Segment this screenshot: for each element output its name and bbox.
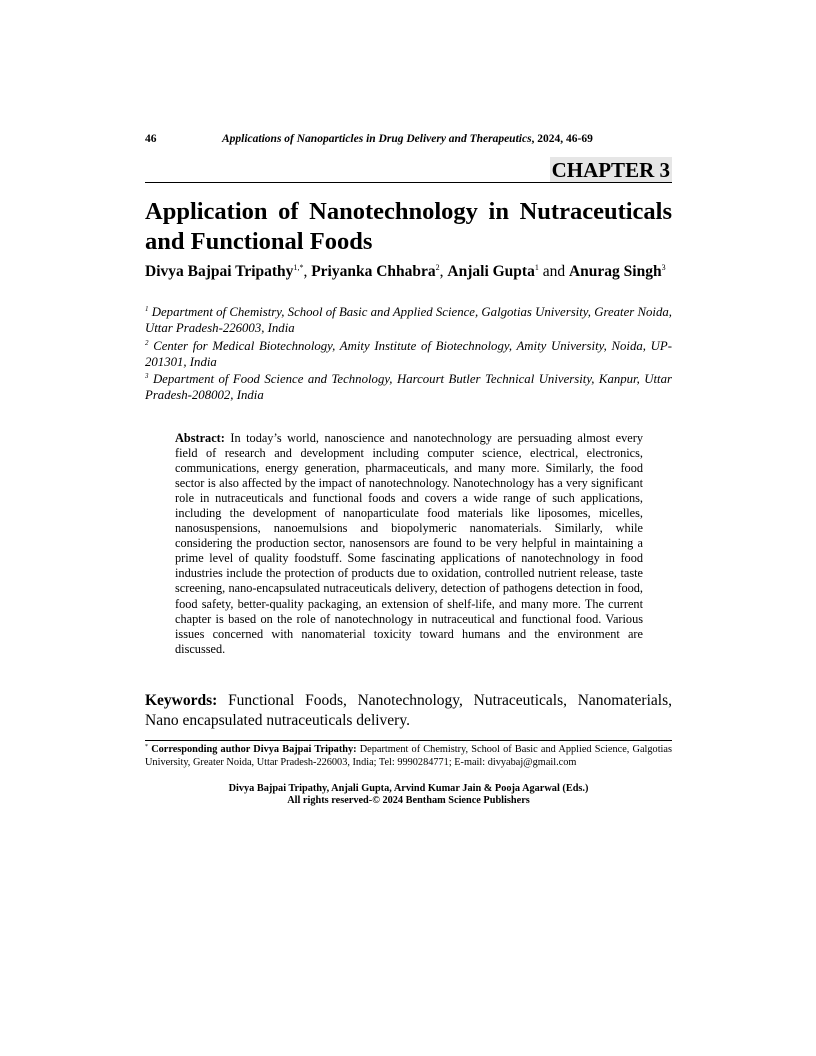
affiliation-mark: 3 — [145, 372, 149, 380]
affiliation-mark: 2 — [145, 339, 149, 347]
title-line-2: and Functional Foods — [145, 228, 373, 255]
abstract-label: Abstract: — [175, 431, 225, 445]
affiliation — [145, 371, 672, 403]
affiliation — [145, 338, 672, 370]
publisher-notice — [145, 783, 672, 807]
footnote-divider — [145, 740, 672, 741]
abstract — [175, 431, 643, 657]
author-affiliation-mark: 3 — [661, 263, 666, 272]
author-name: Divya Bajpai Tripathy — [145, 263, 294, 280]
author-affiliation-mark: 2 — [435, 263, 440, 272]
author-list: Divya Bajpai Tripathy$^{1,*}$, Priyanka Chhabra$^2$, Anjali Gupta$^1$ and Anurag Singh$^3$ — [145, 263, 666, 280]
header-divider — [145, 182, 672, 183]
editors-line: Divya Bajpai Tripathy, Anjali Gupta, Arvind Kumar Jain & Pooja Agarwal (Eds.) — [228, 783, 589, 794]
footnote-label: Corresponding author Divya Bajpai Tripathy: — [151, 744, 357, 755]
author-name: Priyanka Chhabra — [311, 263, 436, 280]
journal-citation — [222, 133, 593, 145]
corresponding-author-footnote — [145, 743, 672, 769]
chapter-title — [145, 197, 672, 257]
footnote-text: Department of Chemistry, School of Basic and Applied Science, Galgotias University, Greater Noida, Uttar Pradesh-226003, India; Tel: 9990284771; E-mail: divyabaj@gmail.com — [145, 744, 672, 768]
author-affiliation-mark: 1,* — [293, 263, 304, 272]
author-affiliation-mark: 1 — [534, 263, 539, 272]
affiliation — [145, 304, 672, 336]
journal-year-pages: , 2024, 46-69 — [531, 133, 593, 145]
keywords-text: Functional Foods, Nanotechnology, Nutraceuticals, Nanomaterials, Nano encapsulated nutraceuticals delivery. — [145, 692, 672, 729]
affiliation-text: Department of Food Science and Technology, Harcourt Butler Technical University, Kanpur, Uttar Pradesh-208002, India — [145, 372, 672, 402]
abstract-text: In today’s world, nanoscience and nanotechnology are persuading almost every field of research and development including computer science, electrical, electronics, communications, energy generation, pharmaceuticals, and many more. Similarly, the food sector is also affected by the impact of nanotechnology. Nanotechnology has a very significant role in nutraceuticals and functional foods and covers a wide range of such applications, including the development of nanoparticulate food materials like liposomes, micelles, nanosuspensions, nanoemulsions and biopolymeric nanomaterials. Similarly, while considering the production sector, nanosensors are found to be very helpful in maintaining a prime level of quality foodstuff. Some fascinating applications of nanotechnology in food industries include the protection of products due to oxidation, controlled nutrient release, taste screening, nano-encapsulated nutraceuticals delivery, detection of pathogens detection in food, food safety, better-quality packaging, an extension of shelf-life, and many more. The current chapter is based on the role of nanotechnology in nutraceutical and functional food. Various issues concerned with nanomaterial toxicity toward humans and the environment are discussed. — [175, 431, 643, 656]
affiliation-mark: 1 — [145, 305, 149, 313]
author-name: Anurag Singh — [568, 263, 662, 280]
footnote-mark: * — [145, 744, 148, 750]
journal-title: Applications of Nanoparticles in Drug Delivery and Therapeutics — [222, 133, 532, 145]
rights-line: All rights reserved-© 2024 Bentham Science Publishers — [287, 795, 530, 806]
keywords — [145, 691, 672, 731]
affiliation-text: Center for Medical Biotechnology, Amity Institute of Biotechnology, Amity University, Noida, UP-201301, India — [145, 339, 672, 369]
title-line-1: Application of Nanotechnology in Nutraceuticals — [145, 198, 672, 225]
author-name: Anjali Gupta — [447, 263, 535, 280]
author-conjunction: and — [542, 263, 566, 280]
page-number: 46 — [145, 133, 157, 145]
keywords-label: Keywords: — [145, 692, 218, 709]
affiliation-text: Department of Chemistry, School of Basic and Applied Science, Galgotias University, Greater Noida, Uttar Pradesh-226003, India — [145, 305, 672, 335]
chapter-label: CHAPTER 3 — [551, 158, 670, 182]
